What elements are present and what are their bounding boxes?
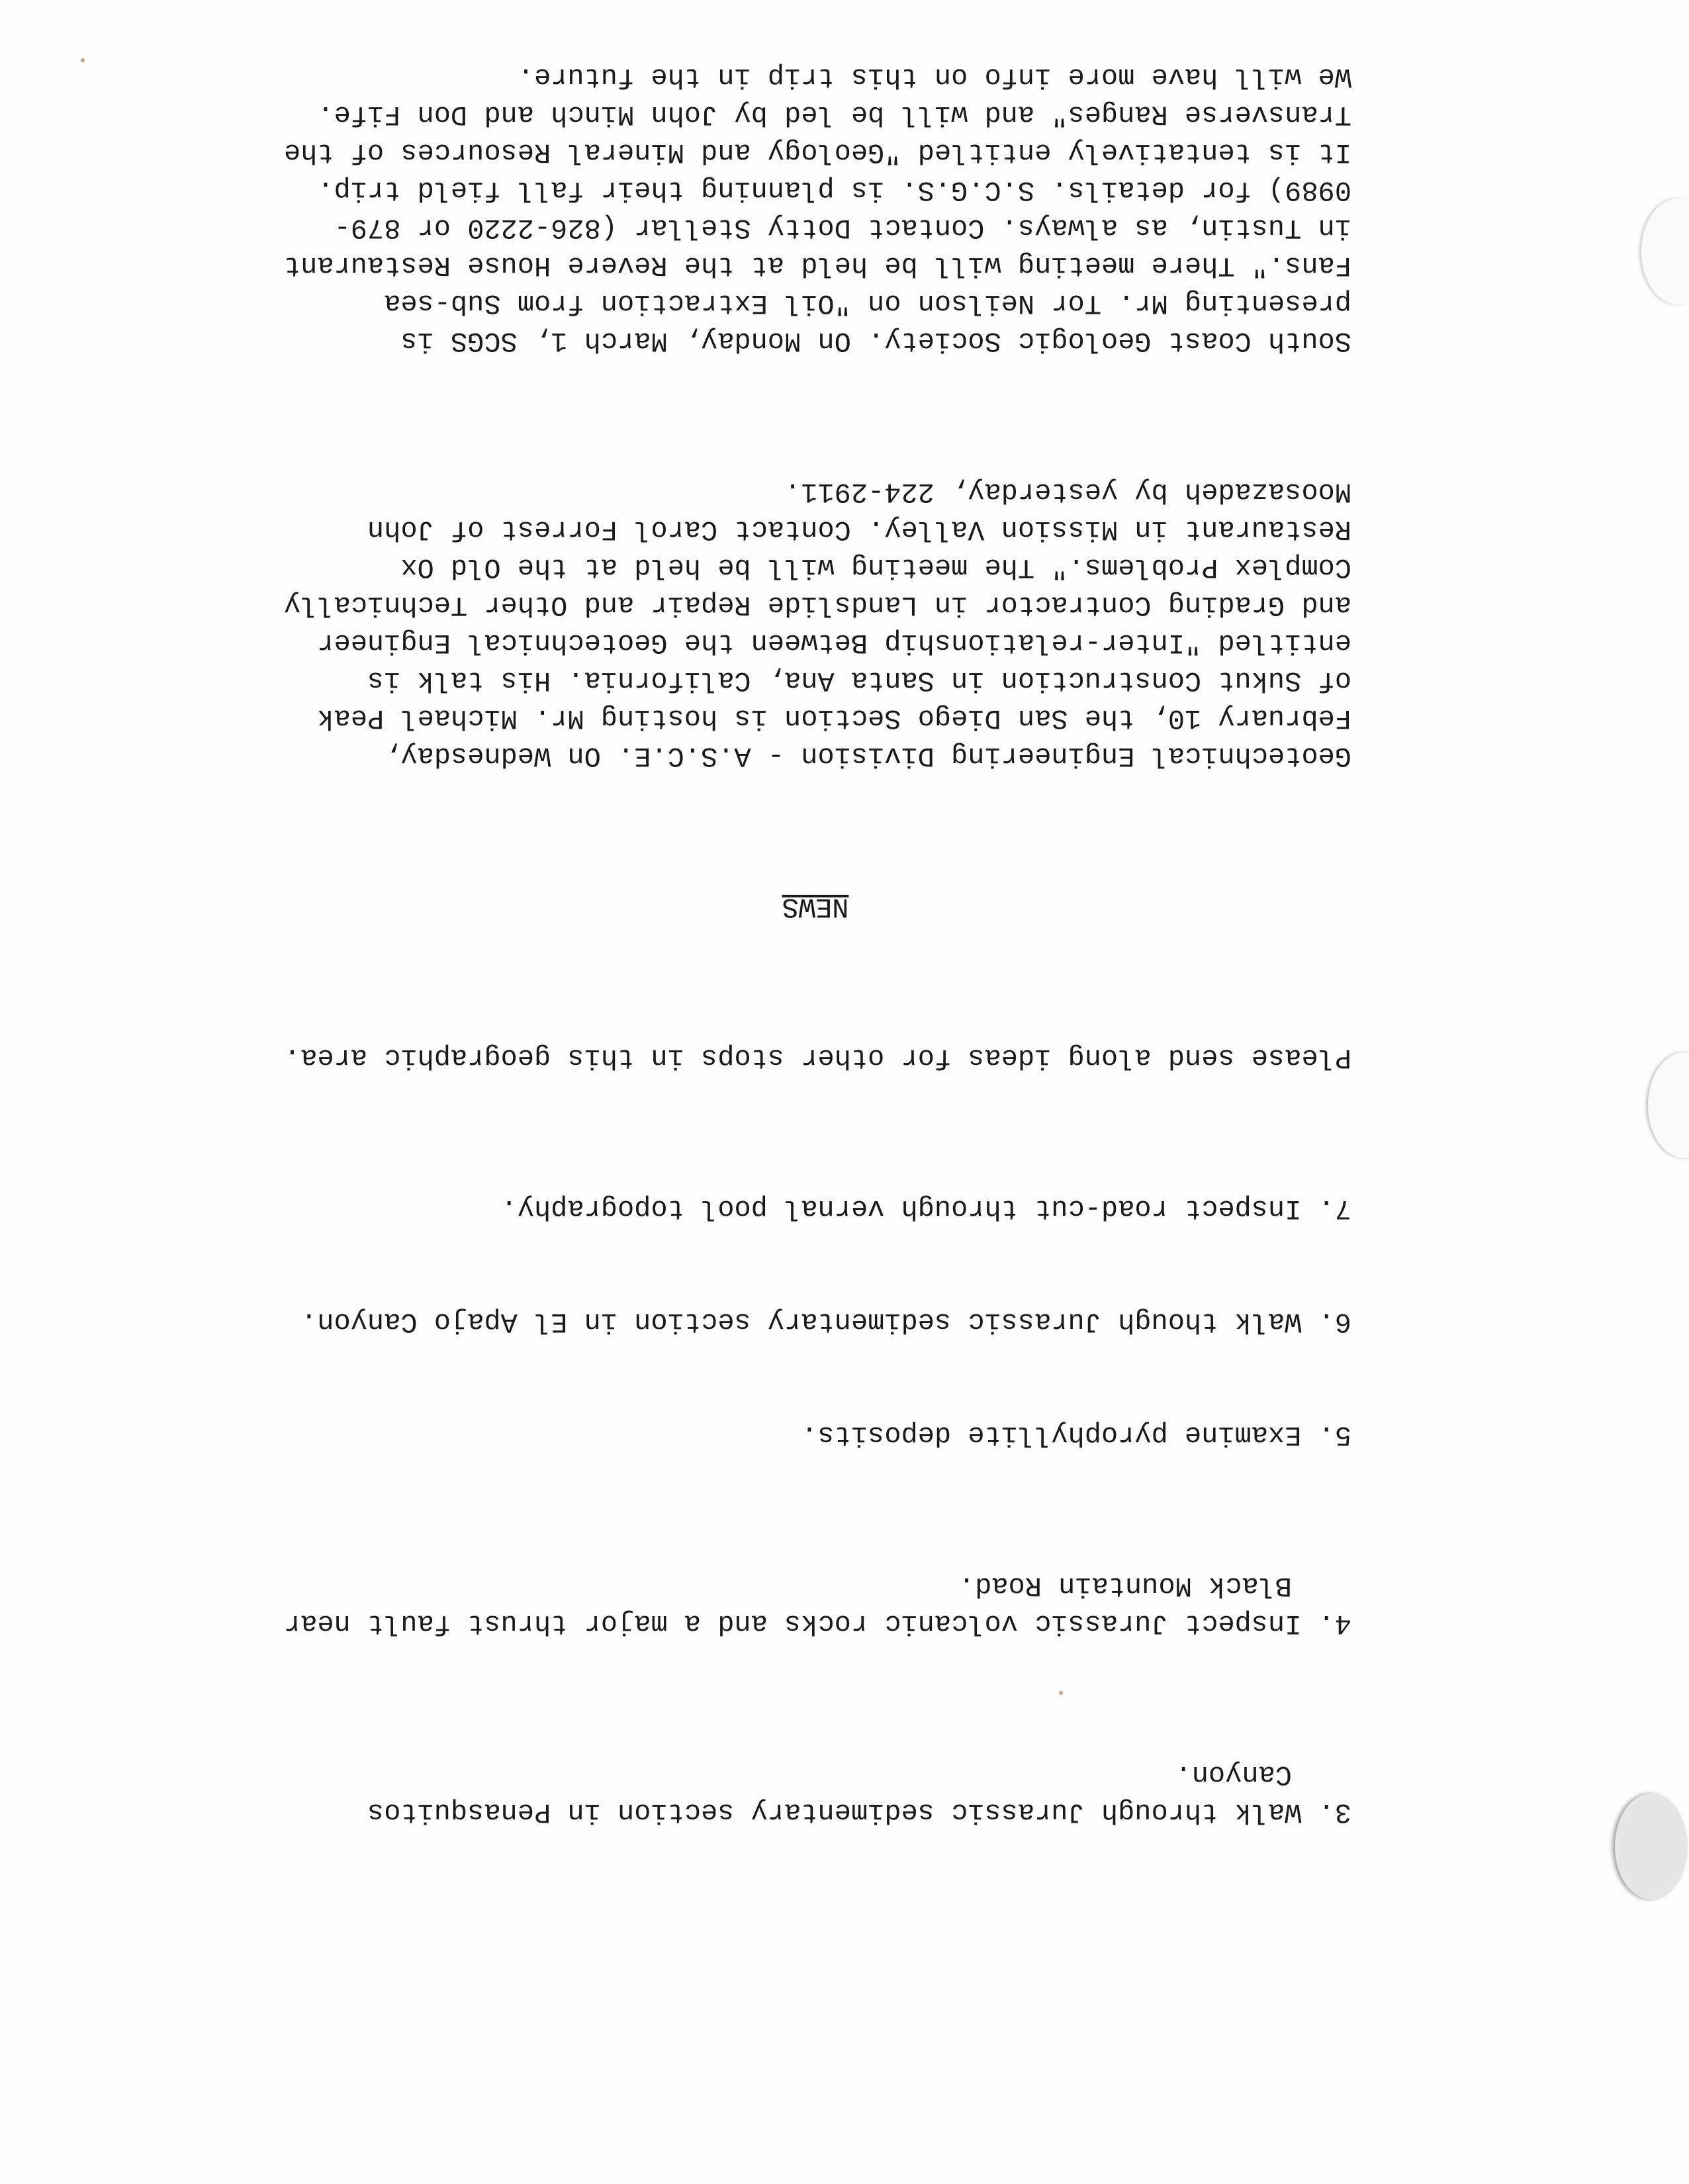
news-paragraph-scgs: South Coast Geologic Society. On Monday, March 1, SCGS is presenting Mr. Tor Neilson on "Oil Extraction from Sub-sea Fans." There meeting will be held at the Revere House Restaurant in Tustin, as always. Contact Dotty Stellar (826-2220 or 879-0989) for details. S.C.G.S. is planning their fall field trip. It is tentatively entitled "Geology and Mineral Resources of the Transverse Ranges" and will be led by John Minch and Don Fife. We will have more info on this trip in the future.	[267, 61, 1351, 357]
news-paragraph-asce: Geotechnical Engineering Division - A.S.C.E. On Wednesday, February 10, the San Diego Section is hosting Mr. Michael Peak of Sukut Construction in Santa Ana, California. His talk is entitled "Inter-relationship Between the Geotechnical Engineer and Grading Contractor in Landslide Repair and Other Technically Complex Problems." The meeting will be held at the Old Ox Restaurant in Mission Valley. Contact Carol Forrest of John Moosazadeh by yesterday, 224-2911.	[267, 476, 1351, 772]
list-item: 6. Walk though Jurassic sedimentary section in El Apajo Canyon.	[300, 1306, 1351, 1338]
document-body	[267, 0, 1351, 1906]
list-item: 4. Inspect Jurassic volcanic rocks and a major thrust fault near Black Mountain Road.	[267, 1570, 1351, 1639]
closing-note: Please send along ideas for other stops in this geographic area.	[283, 1042, 1351, 1073]
news-heading: NEWS	[782, 891, 849, 923]
list-item: 3. Walk through Jurassic sedimentary section in Penasquitos Canyon.	[350, 1758, 1351, 1828]
list-item: 7. Inspect road-cut through vernal pool topography.	[500, 1193, 1351, 1224]
list-item: 5. Examine pyrophyllite deposits.	[801, 1419, 1351, 1451]
